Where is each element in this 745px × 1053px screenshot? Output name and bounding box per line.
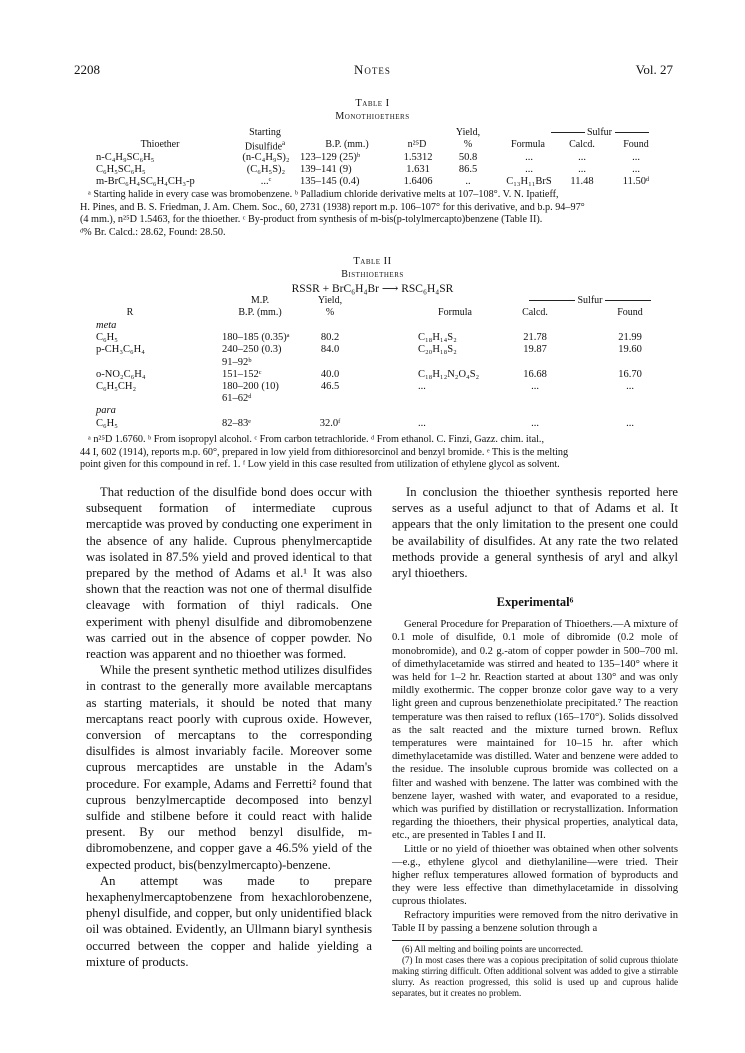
experimental-heading: Experimental⁶ (496, 595, 574, 610)
footnote-divider (392, 940, 522, 941)
table1-title: Monothioethers (335, 111, 410, 122)
table1-cell-calcd: ... (578, 164, 586, 175)
table2-cell-bp: 180–185 (0.35)ᵃ (222, 332, 290, 344)
table2-cell-calcd: 19.87 (523, 344, 547, 356)
table2-cell-r: p-CH₃C₆H₄ (96, 344, 145, 356)
table1-cell-nd: 1.631 (406, 164, 430, 175)
experimental-paragraph: Refractory impurities were removed from the nitro derivative in Table II by passing a benzene solution through a (392, 909, 678, 934)
table1-cell-calcd: ... (578, 152, 586, 163)
table1-cell-found: ... (632, 152, 640, 163)
table2-cell-found: 16.70 (618, 368, 642, 380)
table1-cell-thioether: m-BrC₆H₄SC₆H₄CH₃-p (96, 176, 195, 187)
column-footnotes (392, 944, 678, 999)
table1-cell-disulfide: (C₆H₅S)₂ (246, 164, 286, 175)
experimental-paragraph: General Procedure for Preparation of Thioethers.—A mixture of 0.1 mole of disulfide, 0.1 mole of dibromide (0.2 mole of monobromide), and 0.2 g.-atom of copper powder in 500–700 ml. of dimethylacetamide was stirred and heated to 135–140° where it was held for 1–2 hr. Reaction started at about 130° and was only mildly exothermic. The copper bronze color gave way to a very light green and cuprous benzenethiolate precipitated.⁷ The reaction temperature was then raised to reflux (165–170°). Solids dissolved as the salt reacted and the mixture turned brown. Reflux temperatures were maintained for 10–15 hr. after which dimethylacetamide was distilled. Water and benzene were added to the residue. The insoluble cuprous bromide was collected on a filter and washed with benzene. The latter was combined with the benzene layer, washed with water, and evaporated to a residue, which was purified by distillation or recrystallization. Information regarding the thioethers, their physical properties, analytical data, etc., are presented in Tables I and II. (392, 619, 678, 842)
table2-cell-r: C₆H₅ (96, 417, 118, 429)
table1-footnotes (80, 189, 680, 239)
col-found: Found (623, 139, 649, 150)
table2-cell-formula: C₂₀H₁₈S₂ (418, 344, 457, 356)
table1-cell-thioether: C₆H₅SC₆H₅ (96, 164, 146, 175)
table2-cell-calcd: ... (531, 417, 539, 429)
body-paragraph: In conclusion the thioether synthesis reported here serves as a useful adjunct to that of Adams et al. It appears that the only limitation to the present one could be availability of disulfides. At any rate the two related methods provide a general synthesis of aryl and alkyl aryl thioethers. (392, 485, 678, 581)
table1-cell-found: ... (632, 164, 640, 175)
table1-cell-yield: .. (465, 176, 471, 187)
col-yield-1: Yield, (317, 295, 343, 306)
table1-cell-yield: 86.5 (458, 164, 478, 175)
running-section: Notes (354, 62, 391, 77)
body-paragraph: While the present synthetic method utilizes disulfides in contrast to the generally more available mercaptans as starting materials, it should be noted that many mercaptans react poorly with cuprous oxide. However, conversion of mercaptans to the corresponding disulfides is almost invariably facile. Moreover some cuprous mercaptides are unstable in the Adam's procedure. For example, Adams and Ferretti² found that cuprous benzylmercaptide decomposed into benzyl sulfide and stilbene before it could react with halide present. By our method benzyl disulfide, m-dibromobenzene, and copper gave a 46.5% yield of the expected product, bis(benzylmercapto)-benzene. (86, 663, 372, 872)
table2-footnote-line: ᵃ n²⁵D 1.6760. ᵇ From isopropyl alcohol. ᶜ From carbon tetrachloride. ᵈ From ethanol. C. Finzi, Gazz. chim. ital., (88, 434, 545, 445)
table2-cell-yield: 84.0 (320, 344, 340, 356)
right-column (392, 484, 678, 999)
table2-equation: RSSR + BrC₆H₄Br ⟶ RSC₆H₄SR (291, 283, 454, 295)
table1-cell-nd: 1.5312 (403, 152, 433, 163)
table2-cell-found: ... (626, 417, 634, 429)
table2-cell-r: para (96, 405, 116, 417)
table1-cell-found: 11.50ᵈ (622, 176, 650, 187)
col-bp: B.P. (mm.) (325, 139, 369, 150)
table2-cell-found: ... (626, 381, 634, 392)
volume-label: Vol. 27 (635, 62, 673, 77)
col-r: R (126, 307, 134, 318)
experimental-paragraph: Little or no yield of thioether was obtained when other solvents—e.g., ethylene glycol and diethylaniline—were tried. Their higher reflux temperatures allowed formation of byproducts and they were less effective than dimethylacetamide in dissolving cuprous thiolates. (392, 843, 678, 908)
table2-cell-bp: 151–152ᶜ (222, 368, 262, 380)
table1-cell-formula: C₁₃H₁₁BrS (506, 176, 552, 187)
table2-cell-bp: 240–250 (0.3) (222, 344, 282, 356)
table1-footnote-line: H. Pines, and B. S. Friedman, J. Am. Chem. Soc., 60, 2731 (1938) report m.p. 106–107° for this derivative, and b.p. 94–97° (80, 201, 585, 213)
table2-cell-calcd: 16.68 (523, 368, 547, 380)
table2-footnote-line: 44 I, 602 (1914), reports m.p. 60°, prepared in low yield from dithioresorcinol and benzyl bromide. ᵉ This is the melting (80, 446, 569, 458)
col-found: Found (617, 307, 643, 318)
table2-cell-yield: 46.5 (320, 381, 340, 392)
table2-cell-bp: 180–200 (10) (222, 381, 279, 392)
col-bp: B.P. (mm.) (238, 307, 282, 318)
col-formula: Formula (438, 307, 472, 318)
col-calcd: Calcd. (569, 139, 595, 150)
table1-cell-formula: ... (525, 164, 533, 175)
table1-footnote-line: (4 mm.), n²⁵D 1.5463, for the thioether. ᶜ By-product from synthesis of m-bis(p-tolylmercapto)benzene (Table II). (80, 214, 543, 225)
col-mp: M.P. (250, 295, 270, 306)
table1-cell-calcd: 11.48 (570, 176, 594, 187)
table1-label: Table I (355, 98, 390, 109)
col-thioether: Thioether (140, 139, 180, 150)
table2-cell-calcd: 21.78 (523, 332, 547, 344)
table2-label: Table II (353, 256, 392, 267)
col-nd: n²⁵D (407, 139, 427, 150)
table2-sulfur-header: Sulfur (510, 295, 670, 306)
table1-footnote-line: ᵈ% Br. Calcd.: 28.62, Found: 28.50. (80, 226, 226, 238)
table2-footnotes (80, 434, 680, 472)
table2-cell-yield: 80.2 (320, 332, 340, 344)
table2-cell-bp: 61–62ᵈ (222, 393, 252, 405)
col-yield-2: % (325, 307, 335, 318)
table2-cell-formula: C₁₈H₁₄S₂ (418, 332, 457, 344)
table1-cell-yield: 50.8 (458, 152, 478, 163)
table1-cell-nd: 1.6406 (403, 176, 433, 187)
table2-cell-r: o-NO₂C₆H₄ (96, 368, 146, 380)
table1-cell-formula: ... (525, 152, 533, 163)
table1-footnote-line: ᵃ Starting halide in every case was bromobenzene. ᵇ Palladium chloride derivative melts at 107–108°. V. N. Ipatieff, (88, 189, 559, 200)
body-paragraph: That reduction of the disulfide bond does occur with subsequent formation of intermediate cuprous mercaptide was proved by conducting one experiment in the absence of any halide. Cuprous phenylmercaptide was isolated in 87.5% yield and proved identical to that prepared by the method of Adams et al.¹ It was also shown that the reaction was not one of thermal disulfide cleavage with formation of thiyl radicals. One experiment with phenyl disulfide and dibromobenzene was carried out in the absence of copper powder. No reaction was apparent and no thioether was formed. (86, 485, 372, 662)
table1-cell-disulfide: (n-C₄H₉S)₂ (242, 152, 290, 163)
table1-cell-disulfide: ...ᶜ (260, 176, 272, 187)
table2-cell-found: 19.60 (618, 344, 642, 356)
table1-cell-bp: 139–141 (9) (300, 164, 352, 175)
table1-cell-bp: 123–129 (25)ᵇ (300, 152, 361, 163)
table1-cell-bp: 135–145 (0.4) (300, 176, 360, 187)
table2-cell-r: C₆H₅ (96, 332, 118, 344)
table2-cell-formula: ... (418, 417, 426, 429)
table2-title: Bisthioethers (341, 269, 404, 280)
table2-cell-yield: 40.0 (320, 368, 340, 380)
table2-cell-calcd: ... (531, 381, 539, 392)
table2-footnote-line: point given for this compound in ref. 1. ᶠ Low yield in this case resulted from utilization of ethylene glycol as solvent. (80, 459, 560, 470)
table2-cell-r: meta (96, 320, 117, 331)
body-paragraph: An attempt was made to prepare hexaphenylmercaptobenzene from hexachlorobenzene, phenyl disulfide, and copper, but only unidentified black oil was obtained. Evidently, an Ullmann biaryl synthesis occurred between the copper and halide yielding a mixture of products. (86, 873, 372, 969)
col-calcd: Calcd. (522, 307, 548, 318)
footnote-7: (7) In most cases there was a copious precipitation of solid cuprous thiolate making stirring difficult. Often additional solvent was added to give a stirrable slurry. As reaction progressed, this solid is used up and cuprous halide separates, but it creates no problem. (392, 955, 678, 999)
left-column (86, 484, 372, 970)
table1-sulfur-header: Sulfur (532, 127, 667, 138)
col-disulfide-1: Starting (249, 127, 281, 138)
page-number: 2208 (74, 62, 100, 77)
table2-cell-yield: 32.0ᶠ (319, 417, 341, 429)
col-yield-2: % (463, 139, 473, 150)
table2-cell-formula: ... (418, 381, 426, 392)
table2-cell-bp: 82–83ᵉ (222, 417, 251, 429)
table2-cell-found: 21.99 (618, 332, 642, 344)
col-formula: Formula (511, 139, 545, 150)
col-yield-1: Yield, (455, 127, 481, 138)
table2-cell-formula: C₁₈H₁₂N₂O₄S₂ (418, 368, 480, 380)
table1-cell-thioether: n-C₄H₉SC₆H₅ (96, 152, 155, 163)
table2-cell-bp: 91–92ᵇ (222, 356, 252, 368)
col-disulfide-2: Disulfide$^a$ (244, 139, 286, 153)
table2-cell-r: C₆H₅CH₂ (96, 381, 137, 392)
footnote-6: (6) All melting and boiling points are uncorrected. (402, 944, 583, 955)
